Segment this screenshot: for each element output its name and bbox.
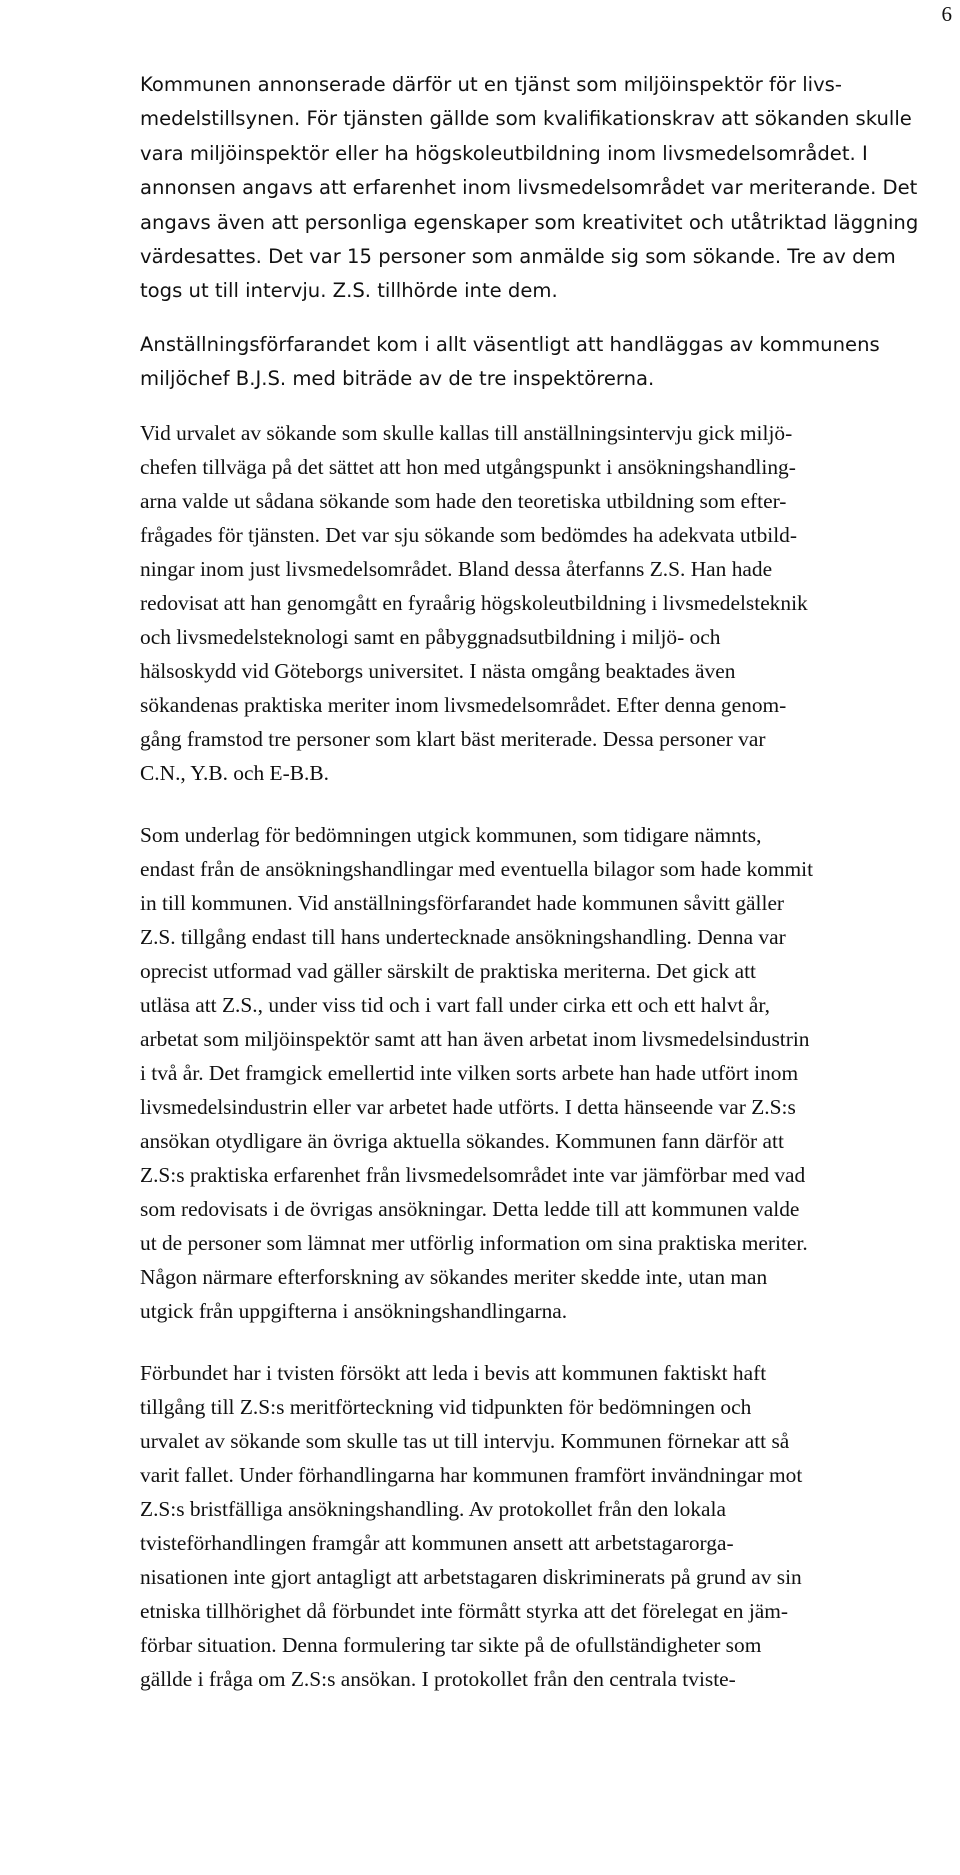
paragraph-assessment-basis: Som underlag för bedömningen utgick kommunen, som tidigare nämnts, endast från de ansökningshandlingar med eventuella bilagor som hade kommit in till kommunen. Vid anställningsförfarandet hade kommunen såvitt gäller Z.S. tillgång endast till hans undertecknade ansökningshandling. Denna var oprecist utformad vad gäller särskilt de praktiska meriterna. Det gick att utläsa att Z.S., under viss tid och i vart fall under cirka ett och ett halvt år, arbetat som miljöinspektör samt att han även arbetat inom livsmedelsindustrin i två år. Det framgick emellertid inte vilken sorts arbete han hade utfört inom livsmedelsindustrin eller var arbetet hade utförts. I detta hänseende var Z.S:s ansökan otydligare än övriga aktuella sökandes. Kommunen fann därför att Z.S:s praktiska erfarenhet från livsmedelsområdet inte var jämförbar med vad som redovisats i de övrigas ansökningar. Detta ledde till att kommunen valde ut de personer som lämnat mer utförlig information om sina praktiska meriter. Någon närmare efterforskning av sökandes meriter skedde inte, utan man utgick från uppgifterna i ansökningshandlingarna. — [140, 822, 814, 1323]
paragraph-job-advertisement: Kommunen annonserade därför ut en tjänst som miljöinspektör för livs- medelstillsynen. För tjänsten gällde som kvalifikationskrav att sökanden skulle vara miljöinspektör eller ha högskoleutbildning inom livsmedelsområdet. I annonsen angavs att erfarenhet inom livsmedelsområdet var meriterande. Det angavs även att personliga egenskaper som kreativitet och utåtriktad läggning värdesattes. Det var 15 personer som anmälde sig som sökande. Tre av dem togs ut till intervju. Z.S. tillhörde inte dem. — [140, 73, 919, 303]
paragraph-recruitment-procedure: Anställningsförfarandet kom i allt väsentligt att handläggas av kommunens miljöchef B.J.S. med biträde av de tre inspektörerna. — [140, 332, 880, 391]
page-number: 6 — [941, 2, 952, 26]
paragraph-interview-selection: Vid urvalet av sökande som skulle kallas till anställningsintervju gick miljö- chefen tillväga på det sättet att hon med utgångspunkt i ansökningshandling- arna valde ut sådana sökande som hade den teoretiska utbildning som efter- frågades för tjänsten. Det var sju sökande som bedömdes ha adekvata utbild- ningar inom just livsmedelsområdet. Bland dessa återfanns Z.S. Han hade redovisat att han genomgått en fyraårig högskoleutbildning i livsmedelsteknik och livsmedelsteknologi samt en påbyggnadsutbildning i miljö- och hälsoskydd vid Göteborgs universitet. I nästa omgång beaktades även sökandenas praktiska meriter inom livsmedelsområdet. Efter denna genom- gång framstod tre personer som klart bäst meriterade. Dessa personer var C.N., Y.B. och E-B.B. — [140, 420, 808, 785]
document-body — [140, 68, 960, 1696]
paragraph-union-claim: Förbundet har i tvisten försökt att leda i bevis att kommunen faktiskt haft tillgång till Z.S:s meritförteckning vid tidpunkten för bedömningen och urvalet av sökande som skulle tas ut till intervju. Kommunen förnekar att så varit fallet. Under förhandlingarna har kommunen framfört invändningar mot Z.S:s bristfälliga ansökningshandling. Av protokollet från den lokala tvisteförhandlingen framgår att kommunen ansett att arbetstagarorga- nisationen inte gjort antagligt att arbetstagaren diskriminerats på grund av sin etniska tillhörighet då förbundet inte förmått styrka att det förelegat en jäm- förbar situation. Denna formulering tar sikte på de ofullständigheter som gällde i fråga om Z.S:s ansökan. I protokollet från den centrala tviste- — [140, 1360, 803, 1691]
